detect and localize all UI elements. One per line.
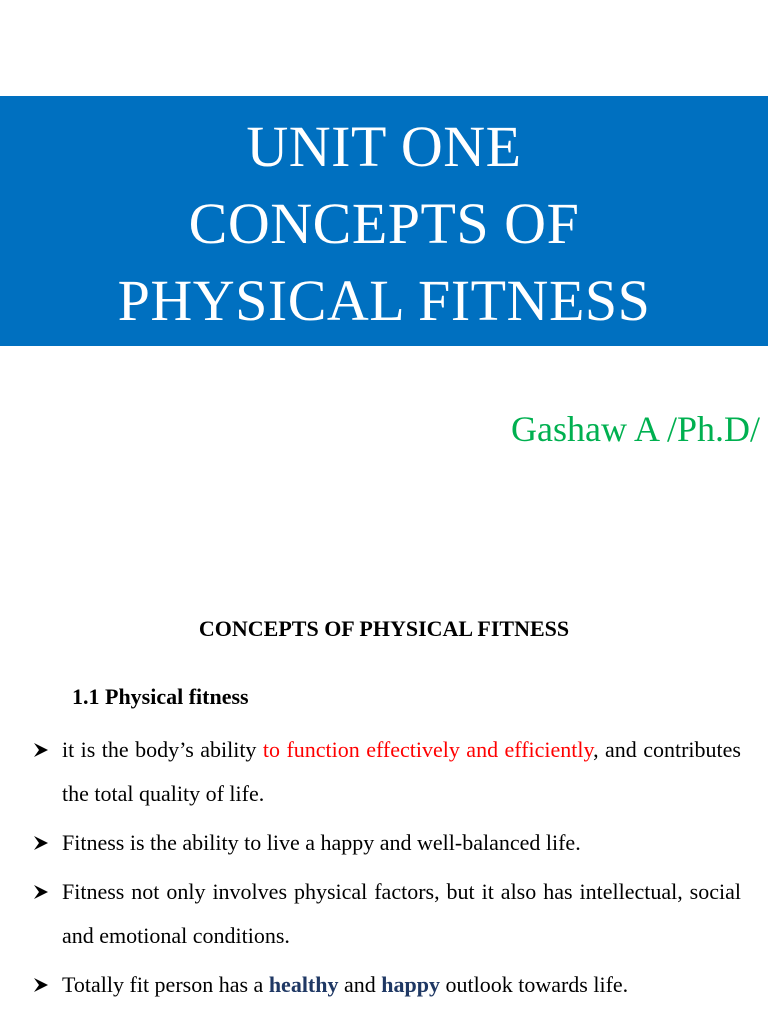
highlight-happy: happy <box>381 972 440 997</box>
bullet-text: and <box>338 972 382 997</box>
bullet-text: Totally fit person has a <box>62 972 269 997</box>
arrowhead-bullet-icon <box>33 870 53 914</box>
title-line-concepts: CONCEPTS OF <box>188 191 580 256</box>
author-name: Gashaw A /Ph.D/ <box>510 409 760 449</box>
bullet-item <box>0 870 768 958</box>
bullet-text: Fitness not only involves physical factors, but it also has intellectual, social and emotional conditions. <box>62 879 741 948</box>
bullet-text: outlook towards life. <box>439 972 629 997</box>
bullet-text: Fitness is the ability to live a happy and well-balanced life. <box>62 830 581 855</box>
arrowhead-bullet-icon <box>33 963 53 1007</box>
arrowhead-bullet-icon <box>33 728 53 772</box>
bullet-item <box>0 963 768 1007</box>
subsection-heading: 1.1 Physical fitness <box>72 684 249 709</box>
title-line-unit: UNIT ONE <box>246 114 522 179</box>
bullet-item <box>0 728 768 816</box>
section-heading: CONCEPTS OF PHYSICAL FITNESS <box>198 616 570 641</box>
title-line-physical-fitness: PHYSICAL FITNESS <box>117 268 651 333</box>
bullet-text: it is the body’s ability <box>62 737 263 762</box>
bullet-item <box>0 821 768 865</box>
title-banner <box>0 96 768 346</box>
arrowhead-bullet-icon <box>33 821 53 865</box>
bullet-list <box>0 728 768 1012</box>
highlight-healthy: healthy <box>268 972 339 997</box>
bullet-text: , and contributes the total quality of life. <box>62 737 741 806</box>
highlight-function-effectively: to function effectively and efficiently <box>262 737 594 762</box>
